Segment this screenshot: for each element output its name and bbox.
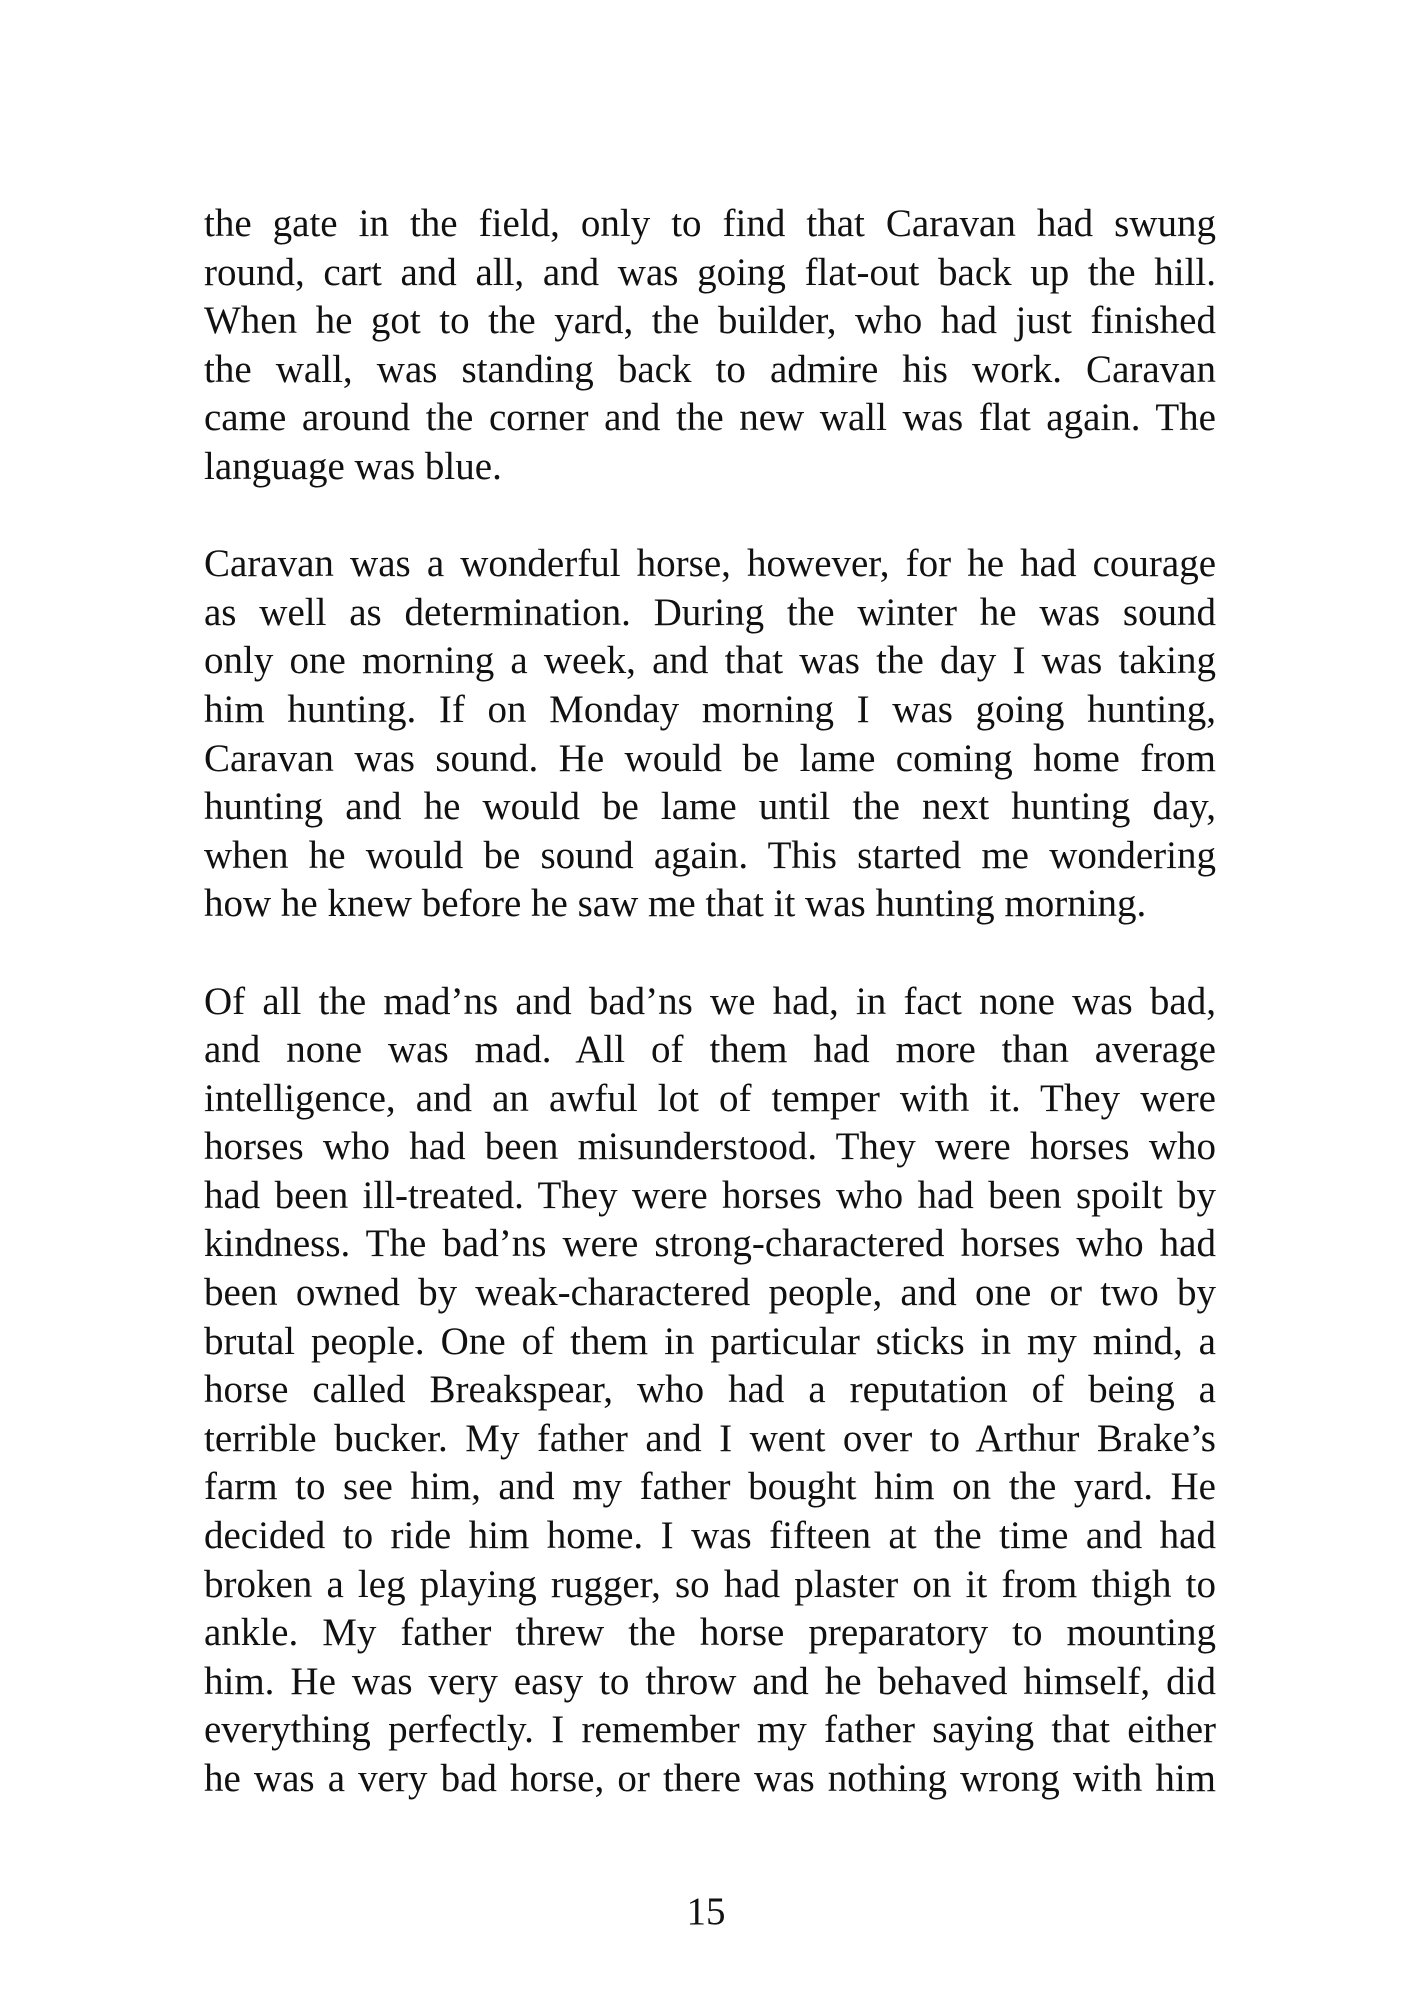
text-line: as well as determination. During the winter he was sound bbox=[204, 590, 1216, 634]
text-line: Caravan was sound. He would be lame coming home from bbox=[204, 736, 1216, 780]
text-line: hunting and he would be lame until the next hunting day, bbox=[204, 785, 1216, 829]
text-line: Of all the mad’ns and bad’ns we had, in fact none was bad, bbox=[204, 979, 1216, 1023]
paragraph bbox=[204, 200, 1216, 492]
text-line: brutal people. One of them in particular sticks in my mind, a bbox=[204, 1319, 1216, 1363]
text-line: horse called Breakspear, who had a reputation of being a bbox=[204, 1368, 1216, 1412]
text-line: Caravan was a wonderful horse, however, for he had courage bbox=[204, 542, 1216, 586]
text-line: the wall, was standing back to admire his work. Caravan bbox=[204, 347, 1216, 391]
paragraph bbox=[204, 978, 1216, 1804]
text-line: terrible bucker. My father and I went over to Arthur Brake’s bbox=[204, 1416, 1216, 1460]
text-line: how he knew before he saw me that it was hunting morning. bbox=[204, 882, 1147, 926]
text-line: him hunting. If on Monday morning I was going hunting, bbox=[204, 687, 1216, 731]
text-line: the gate in the field, only to find that Caravan had swung bbox=[204, 202, 1216, 245]
paragraph bbox=[204, 540, 1216, 929]
text-line: intelligence, and an awful lot of temper with it. They were bbox=[204, 1076, 1216, 1120]
text-line: horses who had been misunderstood. They were horses who bbox=[204, 1125, 1216, 1169]
text-line: decided to ride him home. I was fifteen at the time and had bbox=[204, 1514, 1216, 1558]
text-line: everything perfectly. I remember my father saying that either bbox=[204, 1708, 1216, 1752]
text-line: he was a very bad horse, or there was nothing wrong with him bbox=[204, 1757, 1216, 1800]
text-line: broken a leg playing rugger, so had plaster on it from thigh to bbox=[204, 1562, 1216, 1606]
text-line: when he would be sound again. This started me wondering bbox=[204, 833, 1216, 877]
text-line: been owned by weak-charactered people, and one or two by bbox=[204, 1271, 1216, 1315]
text-line: came around the corner and the new wall was flat again. The bbox=[204, 396, 1216, 440]
text-line: When he got to the yard, the builder, who had just finished bbox=[204, 299, 1216, 343]
text-line: had been ill-treated. They were horses who had been spoilt by bbox=[204, 1173, 1216, 1217]
page-number: 15 bbox=[686, 1890, 726, 1933]
body-text bbox=[204, 200, 1216, 1804]
text-line: and none was mad. All of them had more than average bbox=[204, 1028, 1216, 1072]
text-line: him. He was very easy to throw and he behaved himself, did bbox=[204, 1659, 1216, 1703]
text-line: only one morning a week, and that was the day I was taking bbox=[204, 639, 1216, 683]
text-line: kindness. The bad’ns were strong-charactered horses who had bbox=[204, 1222, 1216, 1266]
text-line: language was blue. bbox=[204, 444, 502, 488]
text-line: ankle. My father threw the horse preparatory to mounting bbox=[204, 1611, 1216, 1655]
text-line: farm to see him, and my father bought him on the yard. He bbox=[204, 1465, 1216, 1509]
text-line: round, cart and all, and was going flat-out back up the hill. bbox=[204, 250, 1216, 294]
